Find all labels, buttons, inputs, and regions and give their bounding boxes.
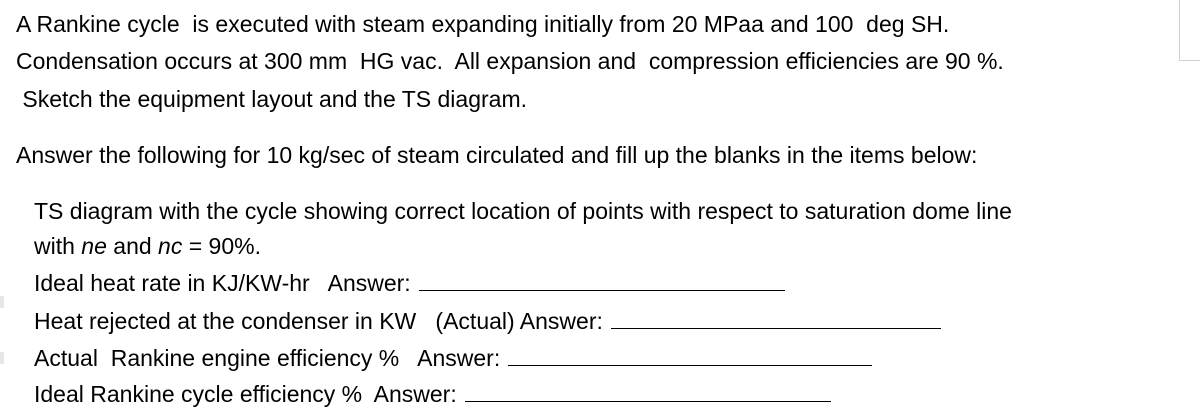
ne-symbol: ne [81,233,107,259]
engine-efficiency-label: Actual Rankine engine efficiency % Answer: [34,345,501,371]
scrollbar-edge [1179,0,1200,61]
cycle-efficiency-item [34,379,831,409]
heat-rate-label: Ideal heat rate in KJ/KW-hr Answer: [34,270,411,296]
heat-rejected-label: Heat rejected at the condenser in KW (Actual) Answer: [34,308,603,334]
problem-line-2: Condensation occurs at 300 mm HG vac. All expansion and compression efficiencies are 90 %. [16,48,1004,74]
ts-and-text: and [106,233,159,259]
left-edge-marker [0,352,4,364]
ts-diagram-item-line-2 [34,231,261,261]
ts-with-text: with [34,233,82,259]
ts-diagram-item-line-1: TS diagram with the cycle showing correct location of points with respect to saturation dome line [34,198,1012,224]
instruction-text: Answer the following for 10 kg/sec of steam circulated and fill up the blanks in the items below: [16,142,978,168]
heat-rate-item [34,268,785,298]
nc-symbol: nc [158,233,183,259]
cycle-efficiency-label: Ideal Rankine cycle efficiency % Answer: [34,381,457,407]
ts-efficiency-text: = 90%. [182,233,261,259]
heat-rate-answer-blank[interactable] [419,268,785,291]
engine-efficiency-item [34,343,872,373]
heat-rejected-answer-blank[interactable] [611,306,941,329]
left-edge-marker [0,296,4,308]
engine-efficiency-answer-blank[interactable] [508,343,872,366]
problem-line-1: A Rankine cycle is executed with steam expanding initially from 20 MPaa and 100 deg SH. [16,11,950,37]
heat-rejected-item [34,306,941,336]
cycle-efficiency-answer-blank[interactable] [465,379,831,402]
problem-line-3: Sketch the equipment layout and the TS diagram. [16,86,527,112]
